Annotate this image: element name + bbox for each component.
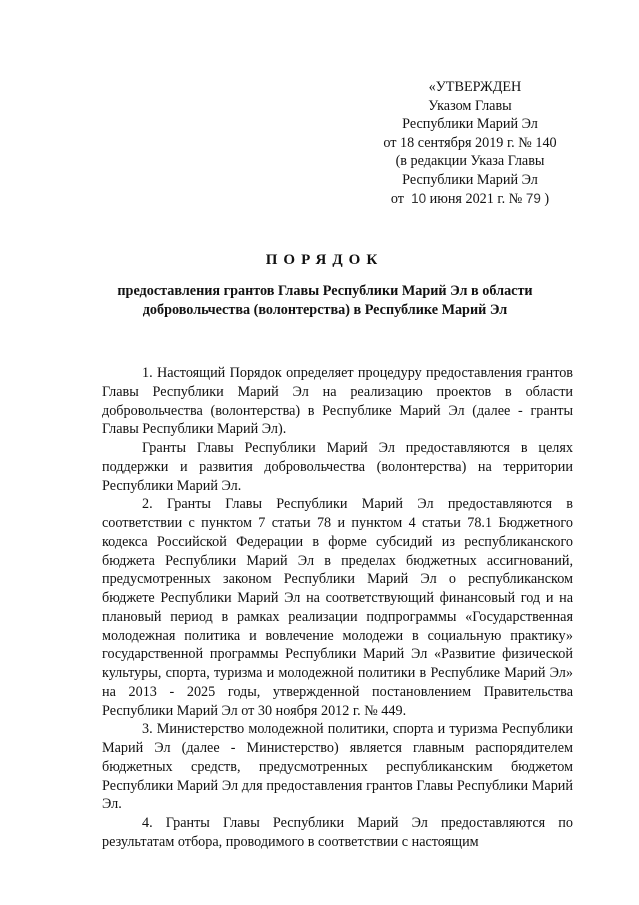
paragraph: 4. Гранты Главы Республики Марий Эл предоставляются по результатам отбора, проводимого в соответствии с настоящим bbox=[102, 815, 573, 850]
approval-line: Республики Марий Эл bbox=[402, 116, 538, 133]
approval-line: Республики Марий Эл bbox=[402, 171, 538, 188]
paragraph: 3. Министерство молодежной политики, спорта и туризма Республики Марий Эл (далее - Министерство) является главным распорядителем бюджетных средств, предусмотренных республиканским бюджетом Республики Марий Эл для предоставления грантов Главы Республики Марий Эл. bbox=[102, 721, 573, 813]
revision-day: 10 bbox=[411, 190, 427, 206]
approval-line: (в редакции Указа Главы bbox=[395, 153, 545, 170]
revision-number: 79 bbox=[525, 190, 541, 206]
paragraph: 1. Настоящий Порядок определяет процедуру предоставления грантов Главы Республики Марий Эл на реализацию проектов в области добровольчества (волонтерства) в Республике Марий Эл (далее - гранты Главы Республики Марий Эл). bbox=[102, 365, 573, 438]
approval-line-revision-date bbox=[370, 190, 570, 209]
approval-suffix: ) bbox=[544, 190, 550, 207]
approval-line: от 18 сентября 2019 г. № 140 bbox=[383, 134, 557, 151]
approval-line: Указом Главы bbox=[428, 97, 512, 114]
revision-month-year: июня 2021 г. № bbox=[429, 190, 523, 207]
approval-line: «УТВЕРЖДЕН bbox=[428, 79, 522, 95]
paragraph: Гранты Главы Республики Марий Эл предоставляются в целях поддержки и развития добровольчества (волонтерства) на территории Республики Марий Эл. bbox=[102, 440, 573, 494]
approval-prefix: от bbox=[390, 190, 404, 207]
document-title: ПОРЯДОК bbox=[265, 252, 384, 268]
document-subtitle: предоставления грантов Главы Республики Марий Эл в области добровольчества (волонтерства) в Республике Марий Эл bbox=[117, 283, 533, 318]
document-body bbox=[102, 364, 573, 852]
approval-block bbox=[370, 78, 570, 208]
paragraph: 2. Гранты Главы Республики Марий Эл предоставляются в соответствии с пунктом 7 статьи 78 и пунктом 4 статьи 78.1 Бюджетного кодекса Российской Федерации в форме субсидий из республиканского бюджета Республики Марий Эл в пределах бюджетных ассигнований, предусмотренных законом Республики Марий Эл о республиканском бюджете Республики Марий Эл на соответствующий финансовый год и на плановый период в рамках реализации подпрограммы «Государственная молодежная политика и вовлечение молодежи в социальную практику» государственной программы Республики Марий Эл «Развитие физической культуры, спорта, туризма и молодежной политики в Республике Марий Эл» на 2013 - 2025 годы, утвержденной постановлением Правительства Республики Марий Эл от 30 ноября 2012 г. № 449. bbox=[102, 496, 573, 719]
